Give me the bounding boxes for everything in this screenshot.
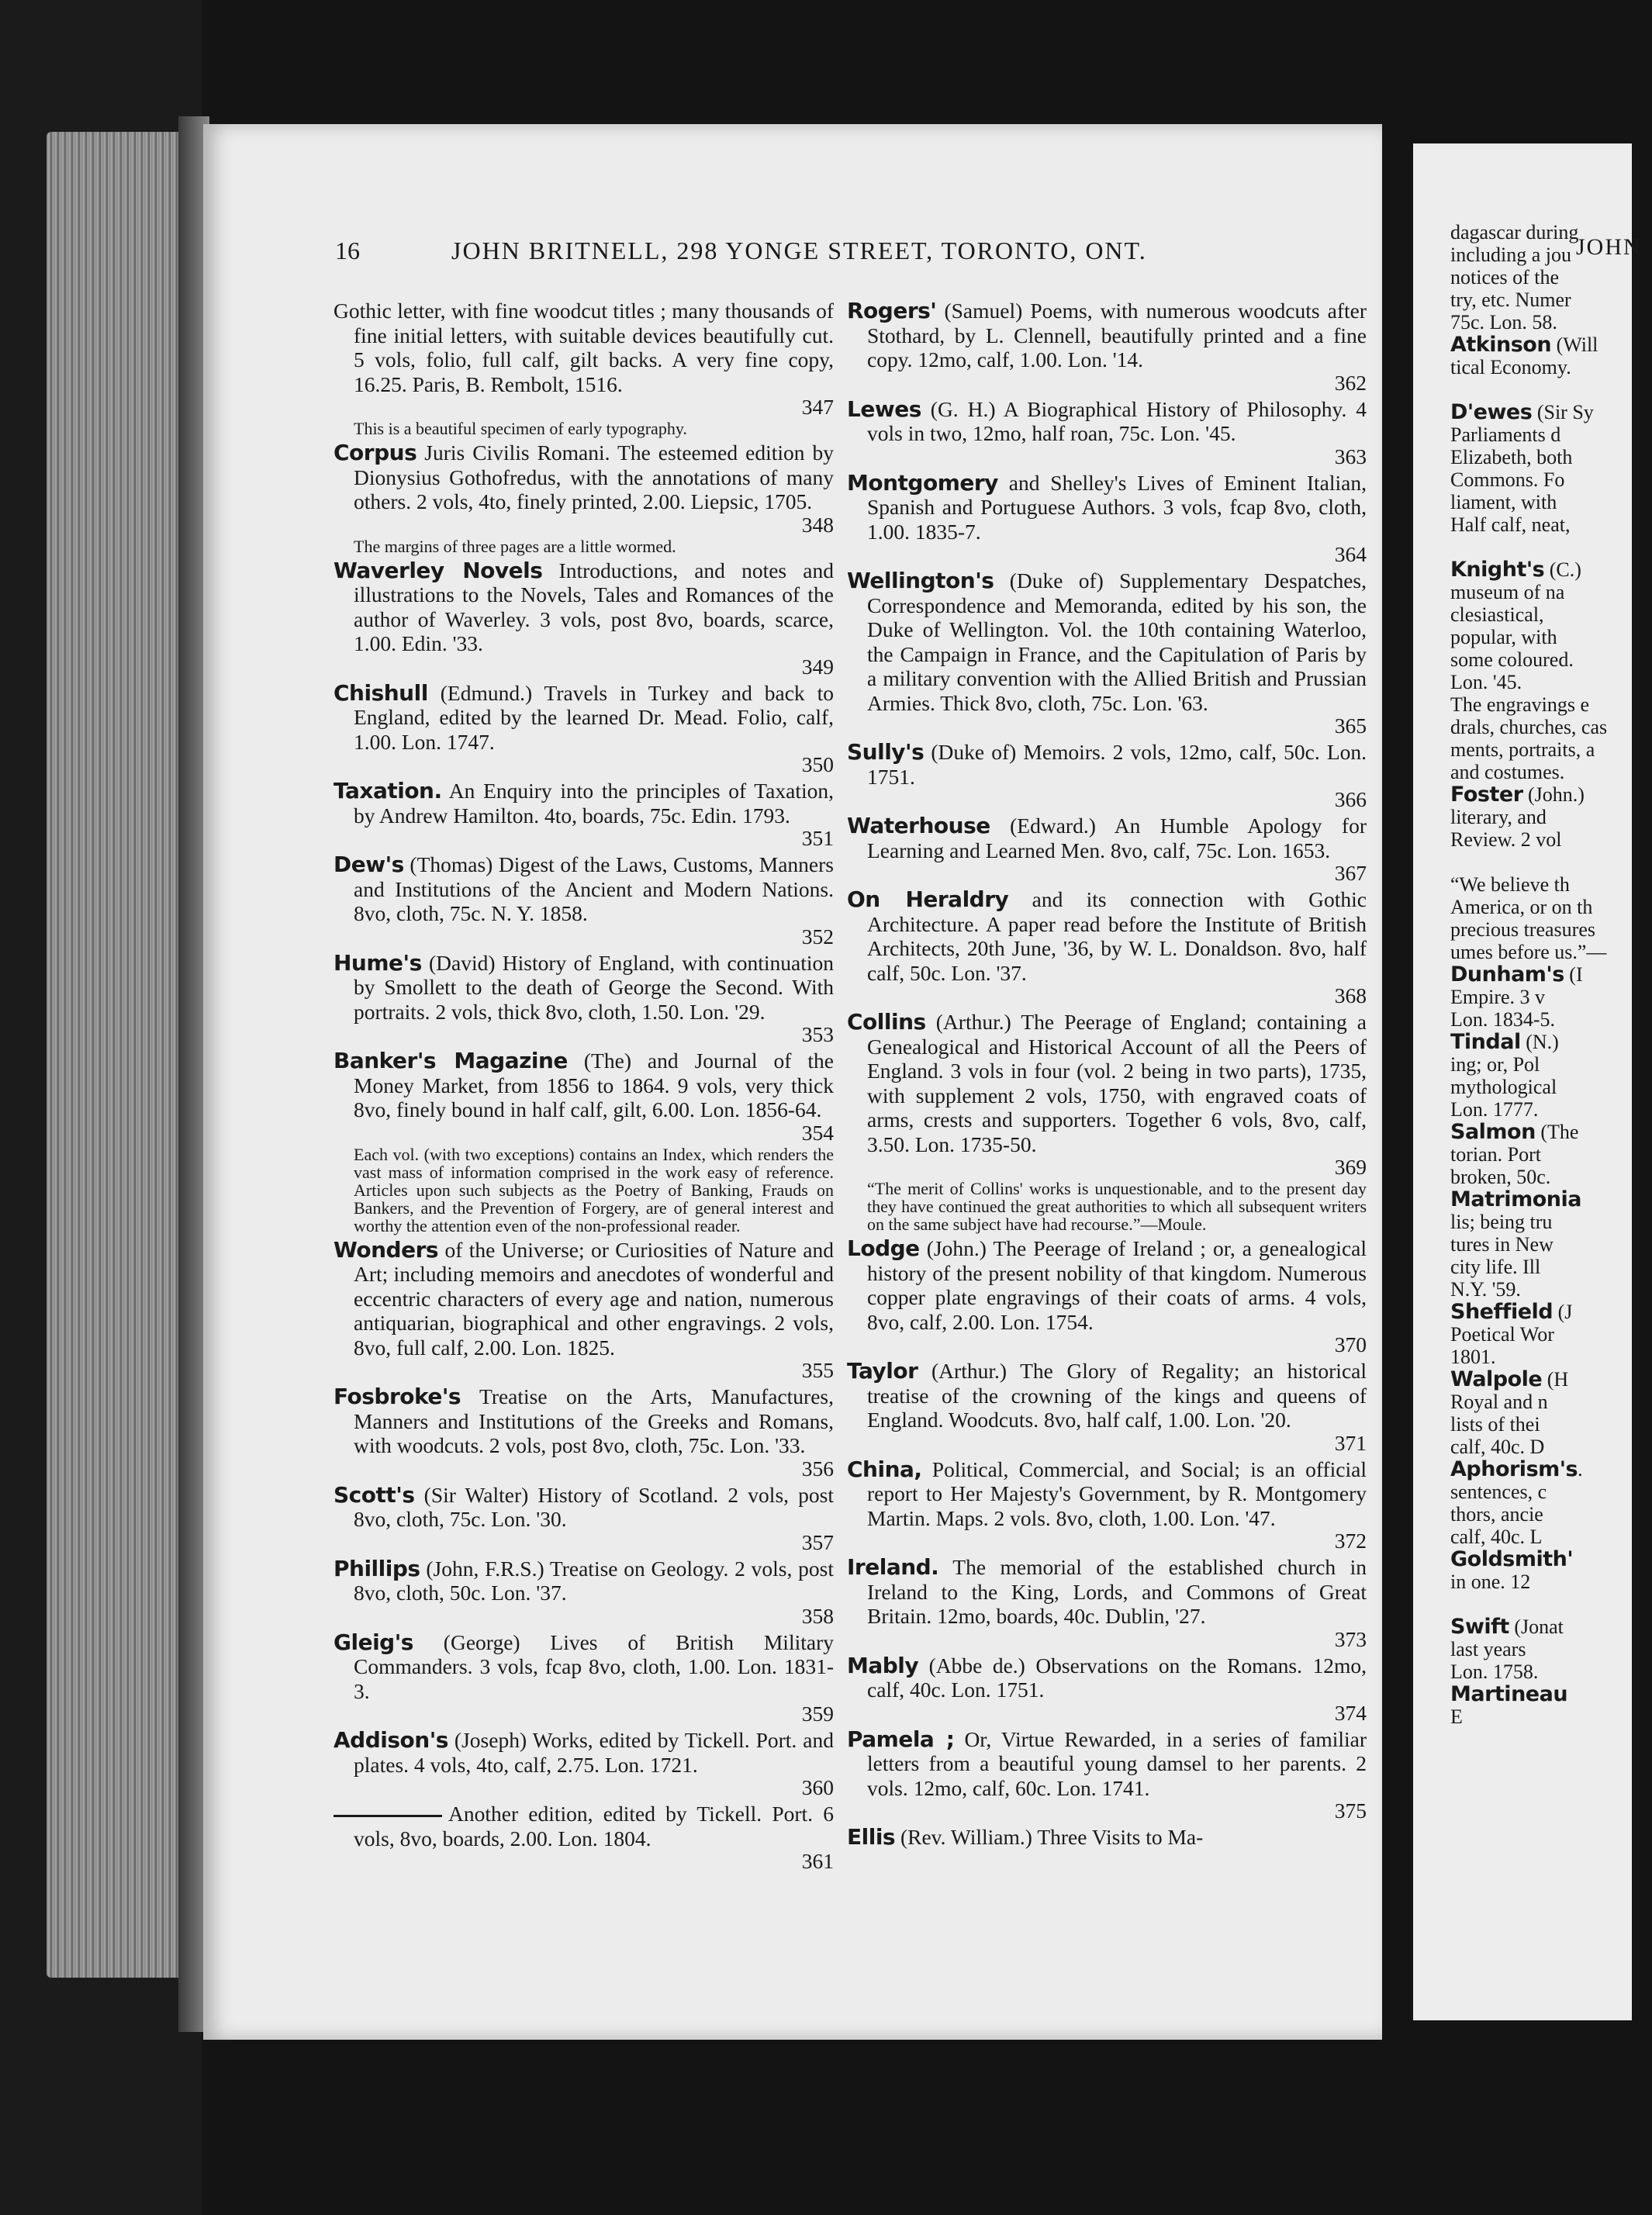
facing-heading: D'ewes [1450, 400, 1533, 424]
entry-number: 362 [1334, 370, 1367, 395]
facing-line [1450, 1705, 1652, 1728]
facing-text: umes before us.”— [1450, 941, 1607, 963]
left-column [334, 299, 834, 1875]
catalogue-entry [334, 558, 834, 678]
facing-text: Commons. Fo [1450, 468, 1565, 491]
facing-line [1450, 1323, 1652, 1346]
catalogue-entry [847, 1727, 1367, 1823]
entry-number: 374 [1334, 1700, 1367, 1725]
facing-line [1450, 1436, 1652, 1458]
entry-text: (The) and Journal of the Money Market, from 1856 to 1864. 9 vols, very thick 8vo, finely bound in half calf, gilt, 6.00. Lon. 1856-64. [354, 1049, 834, 1121]
entry-number: 359 [801, 1702, 834, 1726]
entry-number: 361 [801, 1849, 834, 1873]
facing-line [1450, 1593, 1652, 1615]
entry-note: This is a beautiful specimen of early typography. [354, 419, 687, 438]
facing-heading: Tindal [1450, 1030, 1521, 1054]
entry-text: (Arthur.) The Glory of Regality; an historical treatise of the crowning of the kings and queens of England. Woodcuts. 8vo, half calf, 1.00. Lon. '20. [867, 1359, 1367, 1432]
facing-text: Review. 2 vol [1450, 828, 1562, 851]
facing-line [1450, 626, 1652, 648]
entry-text: (John.) The Peerage of Ireland ; or, a genealogical history of the present nobility of that kingdom. Numerous copper plate engravings of their coats of arms. 4 vols, 8vo, calf, 2.00. Lon. 1754. [867, 1236, 1367, 1334]
entry-heading: Gleig's [334, 1629, 413, 1655]
facing-line [1450, 1346, 1652, 1368]
entry-number: 347 [801, 395, 834, 419]
entry-text: (Duke of) Supplementary Despatches, Correspondence and Memoranda, edited by his son, the Duke of Wellington. Vol. the 10th containing Waterloo, the Campaign in France, and the Capitulation of Paris by a military convention with the Allied British and Prussian Armies. Thick 8vo, cloth, 75c. Lon. '63. [867, 568, 1367, 715]
facing-text: and costumes. [1450, 761, 1565, 783]
facing-heading: Goldsmith' [1450, 1547, 1574, 1571]
entry-heading: Taxation. [334, 778, 442, 803]
facing-heading: Aphorism's [1450, 1457, 1578, 1481]
facing-line [1450, 1526, 1652, 1548]
facing-text: (J [1553, 1301, 1573, 1323]
entry-heading: Wonders [334, 1236, 439, 1263]
facing-text: Elizabeth, both [1450, 446, 1573, 468]
entry-text: (Abbe de.) Observations on the Romans. 12mo, calf, 40c. Lon. 1751. [867, 1653, 1367, 1702]
facing-text: E [1450, 1705, 1463, 1728]
entry-heading: Hume's [334, 949, 422, 976]
facing-text: Lon. 1758. [1450, 1660, 1539, 1683]
facing-line [1450, 873, 1652, 896]
facing-heading: Swift [1450, 1615, 1509, 1639]
catalogue-entry [847, 1825, 1367, 1850]
entry-heading: Waverley Novels [334, 557, 543, 583]
facing-text: Lon. 1834-5. [1450, 1008, 1556, 1031]
entry-number: 366 [1334, 787, 1367, 811]
facing-text: 75c. Lon. 58. [1450, 311, 1557, 333]
entry-text: An Enquiry into the principles of Taxation, by Andrew Hamilton. 4to, boards, 75c. Edin. 1793. [354, 779, 834, 828]
facing-line [1450, 1031, 1652, 1053]
facing-line [1450, 558, 1652, 581]
facing-line [1450, 289, 1652, 311]
facing-text: clesiastical, [1450, 603, 1544, 626]
facing-heading: Martineau [1450, 1682, 1568, 1706]
facing-column [1450, 221, 1652, 1728]
facing-line [1450, 1481, 1652, 1503]
facing-text: thors, ancie [1450, 1503, 1543, 1526]
facing-heading: Matrimonia [1450, 1187, 1581, 1211]
facing-line [1450, 1278, 1652, 1301]
entry-number: 348 [801, 512, 834, 537]
facing-line [1450, 963, 1652, 986]
facing-line [1450, 648, 1652, 671]
entry-number: 351 [801, 826, 834, 850]
entry-text: (G. H.) A Biographical History of Philosophy. 4 vols in two, 12mo, half roan, 75c. Lon. '45. [867, 396, 1367, 445]
catalogue-entry [847, 1236, 1367, 1356]
entry-heading: Dew's [334, 852, 404, 877]
entry-text: The memorial of the established church in Ireland to the King, Lords, and Commons of Great Britain. 12mo, boards, 40c. Dublin, '27. [867, 1555, 1367, 1628]
facing-line [1450, 266, 1652, 289]
catalogue-entry [334, 681, 834, 776]
facing-text: Empire. 3 v [1450, 986, 1546, 1008]
entry-note: “The merit of Collins' works is unquestionable, and to the present day they have continued the great authorities to which all subsequent writers on the same subject have had recourse.”—Moule. [867, 1179, 1367, 1234]
facing-line [1450, 423, 1652, 446]
facing-line [1450, 536, 1652, 558]
entry-number: 353 [801, 1022, 834, 1046]
facing-text: Poetical Wor [1450, 1323, 1554, 1346]
facing-text: Lon. '45. [1450, 671, 1522, 693]
entry-text: Political, Commercial, and Social; is an official report to Her Majesty's Government, by R. Montgomery Martin. Maps. 2 vols. 8vo, cloth, 1.00. Lon. '47. [867, 1457, 1367, 1530]
facing-line [1450, 1503, 1652, 1526]
facing-line [1450, 716, 1652, 738]
facing-text: (John.) [1522, 783, 1585, 806]
facing-text: last years [1450, 1638, 1526, 1660]
facing-line [1450, 761, 1652, 783]
catalogue-entry [847, 1653, 1367, 1724]
facing-line [1450, 513, 1652, 536]
entry-heading: China, [847, 1456, 922, 1482]
entry-text: Introductions, and notes and illustrations to the Novels, Tales and Romances of the author of Waverley. 3 vols, post 8vo, boards, scarce, 1.00. Edin. '33. [354, 558, 834, 655]
catalogue-entry [334, 1802, 834, 1872]
entry-heading: Lewes [847, 396, 921, 422]
facing-text: 1801. [1450, 1346, 1496, 1368]
entry-text: and its connection with Gothic Architecture. A paper read before the Institute of British Architects, 20th June, '36, by W. L. Donaldson. 8vo, half calf, 50c. Lon. '37. [867, 887, 1367, 985]
ditto-rule [334, 1815, 442, 1817]
catalogue-entry [334, 779, 834, 849]
facing-line [1450, 581, 1652, 603]
facing-line [1450, 1368, 1652, 1391]
entry-text: and Shelley's Lives of Eminent Italian, Spanish and Portuguese Authors. 3 vols, fcap 8vo, cloth, 1.00. 1835-7. [867, 470, 1367, 544]
entry-heading: Pamela ; [847, 1726, 955, 1752]
entry-text: Treatise on the Arts, Manufactures, Manners and Institutions of the Greeks and Romans, with woodcuts. 2 vols, post 8vo, cloth, 75c. Lon. '33. [354, 1384, 834, 1457]
catalogue-entry [334, 1483, 834, 1553]
facing-line [1450, 1076, 1652, 1098]
facing-heading: Foster [1450, 783, 1523, 807]
facing-line [1450, 1413, 1652, 1436]
catalogue-entry [334, 951, 834, 1046]
entry-number: 368 [1334, 983, 1367, 1007]
facing-page [1413, 143, 1642, 2020]
catalogue-entry [847, 814, 1367, 884]
entry-heading: Collins [847, 1009, 926, 1035]
facing-text: mythological [1450, 1076, 1557, 1098]
facing-text: including a jou [1450, 244, 1571, 266]
facing-line [1450, 311, 1652, 333]
facing-text: (C.) [1544, 558, 1581, 581]
entry-number: 364 [1334, 542, 1367, 566]
facing-line [1450, 1053, 1652, 1076]
facing-line [1450, 941, 1652, 963]
catalogue-page [203, 124, 1382, 2040]
entry-text: (Joseph) Works, edited by Tickell. Port. and plates. 4 vols, 4to, calf, 2.75. Lon. 1721. [354, 1728, 834, 1777]
entry-heading: Lodge [847, 1235, 920, 1261]
facing-text: (Will [1551, 333, 1598, 356]
catalogue-entry [847, 1555, 1367, 1650]
facing-line [1450, 738, 1652, 761]
facing-line [1450, 1166, 1652, 1188]
facing-line [1450, 806, 1652, 828]
entry-heading: Addison's [334, 1727, 448, 1753]
facing-line [1450, 603, 1652, 626]
facing-heading: Knight's [1450, 558, 1545, 582]
catalogue-entry [847, 1359, 1367, 1454]
catalogue-entry [334, 1630, 834, 1726]
facing-line [1450, 333, 1652, 356]
catalogue-entry [847, 887, 1367, 1007]
entry-number: 373 [1334, 1626, 1367, 1651]
facing-line [1450, 1143, 1652, 1166]
facing-line [1450, 1458, 1652, 1481]
facing-line [1450, 851, 1652, 873]
entry-number: 355 [801, 1358, 834, 1382]
entry-text: (Arthur.) The Peerage of England; containing a Genealogical and Historical Account of all the Peers of England. 3 vols in four (vol. 2 being in two parts), 1735, with supplement 2 vols, 1750, with engraved coats of arms, crests and supporters. Together 6 vols, 8vo, calf, 3.50. Lon. 1735-50. [867, 1010, 1367, 1156]
catalogue-entry [847, 299, 1367, 394]
facing-text: popular, with [1450, 626, 1557, 648]
facing-line [1450, 1256, 1652, 1278]
entry-number: 371 [1334, 1430, 1367, 1455]
facing-line [1450, 828, 1652, 851]
entry-text: (Edward.) An Humble Apology for Learning and Learned Men. 8vo, calf, 75c. Lon. 1653. [867, 814, 1367, 862]
entry-heading: Sully's [847, 739, 924, 765]
facing-text: drals, churches, cas [1450, 716, 1608, 738]
facing-text: calf, 40c. L [1450, 1526, 1543, 1548]
facing-text: N.Y. '59. [1450, 1278, 1521, 1301]
facing-text: broken, 50c. [1450, 1166, 1551, 1188]
facing-line [1450, 1571, 1652, 1593]
catalogue-entry [334, 299, 834, 437]
facing-line [1450, 1638, 1652, 1660]
facing-line [1450, 1660, 1652, 1683]
facing-text: “We believe th [1450, 873, 1570, 896]
facing-text: Royal and n [1450, 1391, 1548, 1413]
entry-heading: Scott's [334, 1481, 415, 1508]
facing-text: lis; being tru [1450, 1211, 1553, 1233]
facing-line [1450, 1233, 1652, 1256]
catalogue-entry [847, 397, 1367, 468]
entry-text: (Edmund.) Travels in Turkey and back to England, edited by the learned Dr. Mead. Folio, calf, 1.00. Lon. 1747. [354, 680, 834, 754]
facing-text: notices of the [1450, 266, 1560, 289]
running-head: JOHN BRITNELL, 298 YONGE STREET, TORONTO, ONT. [451, 237, 1147, 264]
facing-text: torian. Port [1450, 1143, 1541, 1166]
facing-text: in one. 12 [1450, 1571, 1531, 1593]
entry-number: 354 [801, 1120, 834, 1145]
facing-line [1450, 693, 1652, 716]
facing-running-head: JOHN [1576, 234, 1642, 260]
catalogue-entry [847, 568, 1367, 737]
entry-heading: Taylor [847, 1358, 918, 1384]
entry-text: Or, Virtue Rewarded, in a series of familiar letters from a beautiful young damsel to her parents. 2 vols. 12mo, calf, 60c. Lon. 1741. [867, 1726, 1367, 1800]
facing-text: (I [1564, 963, 1583, 986]
facing-line [1450, 378, 1652, 401]
entry-heading: Wellington's [847, 568, 994, 593]
facing-line [1450, 783, 1652, 806]
facing-line [1450, 446, 1652, 468]
facing-text: (H [1542, 1368, 1569, 1391]
entry-heading: Ellis [847, 1824, 896, 1850]
catalogue-entry [847, 740, 1367, 810]
entry-text: (David) History of England, with continuation by Smollett to the death of George the Second. With portraits. 2 vols, thick 8vo, cloth, 1.50. Lon. '29. [354, 950, 834, 1024]
entry-number: 358 [801, 1603, 834, 1628]
facing-line [1450, 356, 1652, 378]
facing-text: precious treasures [1450, 918, 1595, 941]
entry-number: 350 [801, 752, 834, 776]
entry-number: 363 [1334, 444, 1367, 468]
entry-heading: Montgomery [847, 469, 998, 496]
catalogue-entry [334, 1384, 834, 1480]
facing-text: museum of na [1450, 581, 1565, 603]
facing-text: some coloured. [1450, 648, 1574, 671]
facing-text: (N.) [1520, 1031, 1559, 1053]
entry-heading: Banker's Magazine [334, 1048, 568, 1073]
facing-text: ing; or, Pol [1450, 1053, 1540, 1076]
facing-text: . [1578, 1458, 1583, 1481]
facing-text: (Jonat [1509, 1615, 1564, 1638]
catalogue-entry [847, 1010, 1367, 1233]
entry-heading: Corpus [334, 440, 417, 465]
facing-text: tures in New [1450, 1233, 1554, 1256]
facing-text: Lon. 1777. [1450, 1098, 1539, 1121]
entry-number: 357 [801, 1529, 834, 1554]
facing-line [1450, 1211, 1652, 1233]
entry-heading: Phillips [334, 1555, 420, 1581]
entry-note: The margins of three pages are a little wormed. [354, 536, 676, 556]
entry-number: 375 [1334, 1799, 1367, 1823]
entry-text: (Samuel) Poems, with numerous woodcuts after Stothard, by L. Clennell, beautifully printed and a fine copy. 12mo, calf, 1.00. Lon. '14. [867, 299, 1367, 371]
entry-text: (John, F.R.S.) Treatise on Geology. 2 vols, post 8vo, cloth, 50c. Lon. '37. [354, 1556, 834, 1605]
entry-heading: Waterhouse [847, 813, 990, 838]
entry-number: 356 [801, 1456, 834, 1481]
facing-line [1450, 671, 1652, 693]
facing-heading: Sheffield [1450, 1300, 1554, 1324]
entry-number: 349 [801, 654, 834, 679]
entry-text: (Duke of) Memoirs. 2 vols, 12mo, calf, 50c. Lon. 1751. [867, 740, 1367, 789]
entry-number: 370 [1334, 1332, 1367, 1356]
page-number: 16 [335, 237, 360, 264]
facing-text: calf, 40c. D [1450, 1436, 1545, 1458]
facing-text: ments, portraits, a [1450, 738, 1595, 761]
entry-text: (Rev. William.) Three Visits to Ma- [895, 1825, 1204, 1849]
facing-text: dagascar during [1450, 221, 1579, 244]
entry-number: 365 [1334, 714, 1367, 738]
entry-text: (George) Lives of British Military Commanders. 3 vols, fcap 8vo, cloth, 1.00. Lon. 1831-3. [354, 1629, 834, 1703]
facing-line [1450, 1615, 1652, 1638]
facing-text: literary, and [1450, 806, 1547, 828]
entry-heading: Chishull [334, 679, 428, 706]
facing-text: Half calf, neat, [1450, 513, 1571, 536]
facing-text: Parliaments d [1450, 423, 1561, 446]
facing-text: The engravings e [1450, 693, 1590, 716]
facing-line [1450, 896, 1652, 918]
facing-heading: Atkinson [1450, 333, 1552, 357]
facing-line [1450, 1301, 1652, 1323]
entry-number: 367 [1334, 861, 1367, 885]
entry-number: 360 [801, 1775, 834, 1799]
facing-text: America, or on th [1450, 896, 1593, 918]
facing-heading: Salmon [1450, 1120, 1536, 1144]
facing-text: lists of thei [1450, 1413, 1540, 1436]
facing-line [1450, 1121, 1652, 1143]
entry-text: Another edition, edited by Tickell. Port. 6 vols, 8vo, boards, 2.00. Lon. 1804. [354, 1802, 834, 1850]
catalogue-entry [334, 1049, 834, 1235]
entry-heading: Ireland. [847, 1554, 939, 1580]
entry-heading: Rogers' [847, 298, 937, 323]
facing-text: liament, with [1450, 491, 1557, 513]
catalogue-entry [334, 441, 834, 555]
facing-line [1450, 986, 1652, 1008]
facing-line [1450, 491, 1652, 513]
facing-line [1450, 1548, 1652, 1571]
facing-line [1450, 1188, 1652, 1211]
facing-text: (Sir Sy [1532, 401, 1594, 423]
facing-heading: Walpole [1450, 1367, 1543, 1391]
entry-text: of the Universe; or Curiosities of Nature and Art; including memoirs and anecdotes of wonderful and eccentric characters of every age and nation, numerous antiquarian, biographical and other engravings. 2 vols, 8vo, full calf, 2.00. Lon. 1825. [354, 1237, 834, 1360]
facing-line [1450, 1098, 1652, 1121]
entry-text: Gothic letter, with fine woodcut titles ; many thousands of fine initial letters, with suitable devices beautifully cut. 5 vols, folio, full calf, gilt backs. A very fine copy, 16.25. Paris, B. Rembolt, 1516. [334, 299, 834, 396]
facing-line [1450, 1683, 1652, 1705]
facing-text: sentences, c [1450, 1481, 1547, 1503]
entry-heading: Mably [847, 1652, 919, 1678]
facing-text: (The [1535, 1121, 1579, 1143]
facing-line [1450, 244, 1652, 266]
facing-text: tical Economy. [1450, 356, 1571, 378]
right-column [847, 299, 1367, 1853]
facing-line [1450, 401, 1652, 423]
entry-text: (Thomas) Digest of the Laws, Customs, Manners and Institutions of the Ancient and Modern Nations. 8vo, cloth, 75c. N. Y. 1858. [354, 852, 834, 925]
entry-heading: On Heraldry [847, 886, 1009, 912]
catalogue-entry [847, 471, 1367, 566]
facing-line [1450, 468, 1652, 491]
facing-text: try, etc. Numer [1450, 289, 1571, 311]
facing-line [1450, 1008, 1652, 1031]
facing-text: city life. Ill [1450, 1256, 1541, 1278]
catalogue-entry [334, 1728, 834, 1799]
facing-line [1450, 1391, 1652, 1413]
entry-note: Each vol. (with two exceptions) contains an Index, which renders the vast mass of information comprised in the work easy of reference. Articles upon such subjects as the Poetry of Banking, Frauds on Bankers, and the Prevention of Forgery, are of general interest and worthy the attention even of the non-professional reader. [354, 1144, 834, 1235]
entry-text: (Sir Walter) History of Scotland. 2 vols, post 8vo, cloth, 75c. Lon. '30. [354, 1482, 834, 1531]
catalogue-entry [334, 1557, 834, 1627]
facing-line [1450, 221, 1652, 244]
entry-number: 352 [801, 924, 834, 949]
entry-text: Juris Civilis Romani. The esteemed edition by Dionysius Gothofredus, with the annotations of many others. 2 vols, 4to, finely printed, 2.00. Liepsic, 1705. [354, 441, 834, 513]
catalogue-entry [847, 1457, 1367, 1553]
entry-heading: Fosbroke's [334, 1384, 461, 1409]
entry-number: 372 [1334, 1529, 1367, 1553]
catalogue-entry [334, 1238, 834, 1382]
page-header [203, 237, 1382, 283]
catalogue-entry [334, 852, 834, 948]
facing-heading: Dunham's [1450, 962, 1564, 987]
facing-line [1450, 918, 1652, 941]
entry-number: 369 [1334, 1155, 1367, 1179]
